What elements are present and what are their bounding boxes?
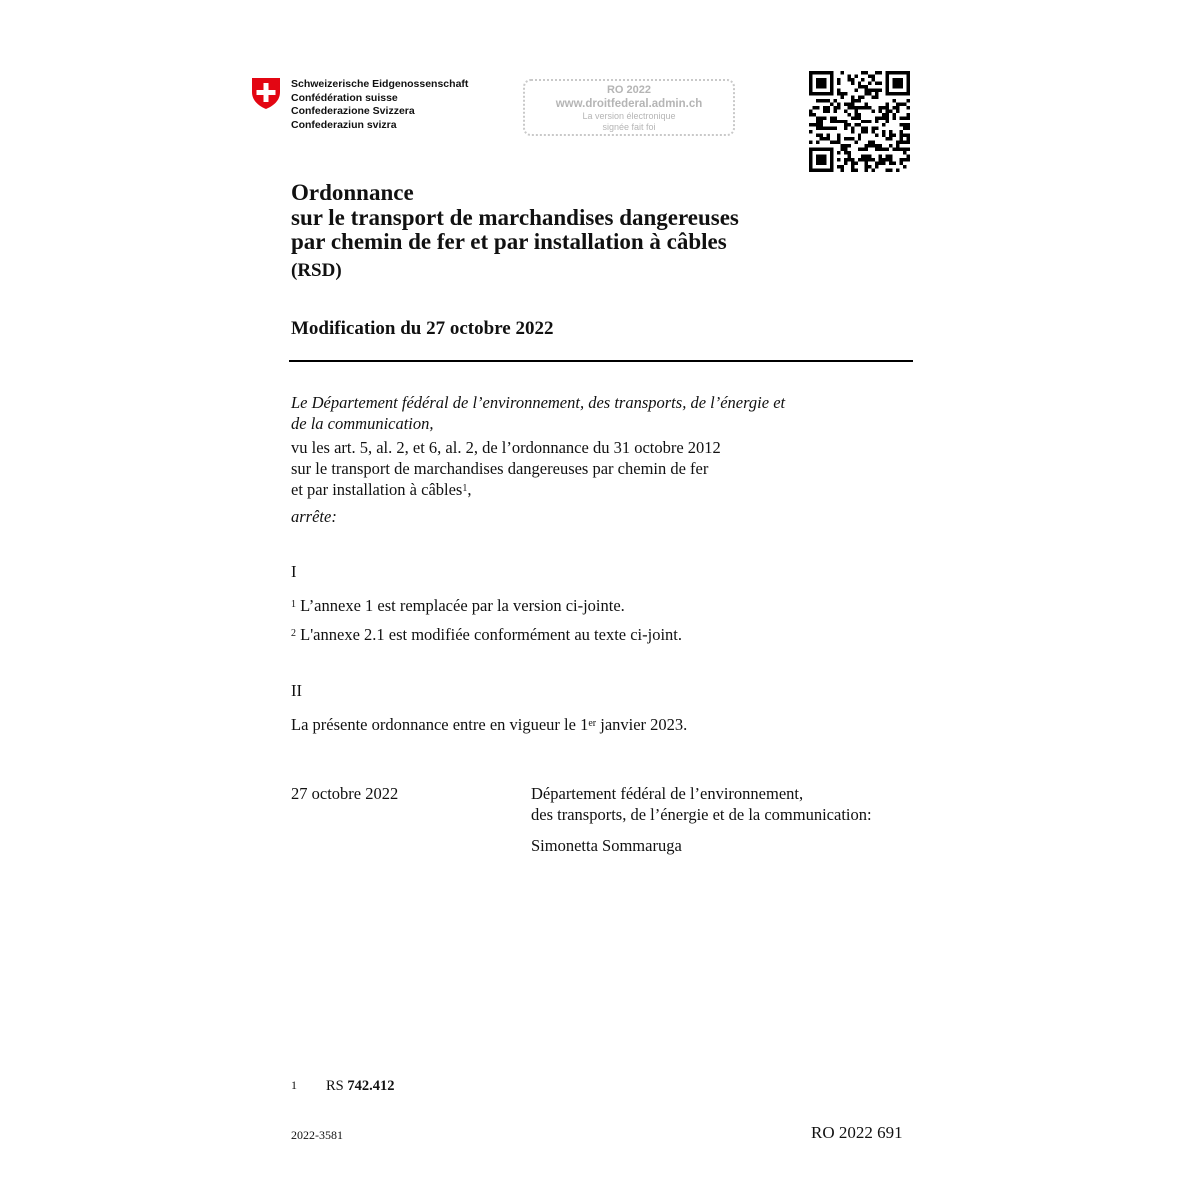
paragraph-1-text: L’annexe 1 est remplacée par la version ci-jointe. [296,596,625,615]
footnote [291,1078,395,1095]
footnote-number: 1 [291,1078,297,1092]
legal-basis [291,437,721,500]
page-title [291,181,739,255]
paragraph-2-number: 2 [291,628,296,639]
swiss-cross-icon [251,77,281,110]
confederation-names [291,78,468,132]
official-compilation-ref: RO 2022 691 [811,1123,903,1142]
section-heading-1: I [291,562,297,581]
entry-text-before: La présente ordonnance entre en vigueur le 1 [291,715,589,734]
department-line-2: des transports, de l’énergie et de la communication: [531,805,872,824]
stamp-url[interactable]: www.droitfederal.admin.ch [555,98,703,110]
legal-basis-line-3-text: et par installation à câbles [291,480,463,499]
title-line-1: Ordonnance [291,180,414,205]
authority-line-2: de la communication, [291,414,434,433]
entry-text-sup: er [588,718,597,729]
stamp-note-1: La version électronique [582,111,676,121]
authority-line-1: Le Département fédéral de l’environnement, des transports, de l’énergie et [291,393,786,412]
electronic-version-stamp [523,79,735,136]
paragraph-2-text: L'annexe 2.1 est modifiée conformément au texte ci-joint. [296,625,683,644]
confederation-fr: Confédération suisse [291,91,398,104]
legal-basis-line-3-end: , [467,480,472,499]
qr-code-icon [809,71,910,172]
legal-basis-line-3 [291,479,721,500]
issuing-authority [291,392,785,434]
legal-basis-line-2: sur le transport de marchandises dangereuses par chemin de fer [291,459,709,478]
signing-department [531,783,872,825]
title-abbreviation: (RSD) [291,260,342,281]
entry-text-after: janvier 2023. [596,715,688,734]
modification-date: Modification du 27 octobre 2022 [291,318,554,339]
confederation-rm: Confederaziun svizra [291,118,397,131]
legal-basis-line-1: vu les art. 5, al. 2, et 6, al. 2, de l’ordonnance du 31 octobre 2012 [291,438,721,457]
footnote-ref-link[interactable]: 742.412 [347,1078,395,1094]
paragraph-1 [291,595,625,616]
entry-into-force [291,714,687,735]
signer-name: Simonetta Sommaruga [531,836,682,855]
decree-verb: arrête: [291,507,337,526]
section-heading-2: II [291,681,302,700]
title-line-2: sur le transport de marchandises dangereuses [291,204,739,230]
signature-date: 27 octobre 2022 [291,784,399,803]
footnote-ref[interactable]: 1 [462,483,468,494]
paragraph-2 [291,624,682,645]
confederation-de: Schweizerische Eidgenossenschaft [291,78,469,90]
stamp-ro: RO 2022 [606,84,652,96]
title-rule [289,360,913,362]
title-line-3: par chemin de fer et par installation à câbles [291,229,727,254]
stamp-note-2: signée fait foi [602,122,656,132]
footnote-prefix: RS [326,1078,348,1094]
paragraph-1-number: 1 [291,599,296,610]
department-line-1: Département fédéral de l’environnement, [531,784,804,803]
confederation-it: Confederazione Svizzera [291,105,415,117]
document-number: 2022-3581 [291,1128,343,1142]
